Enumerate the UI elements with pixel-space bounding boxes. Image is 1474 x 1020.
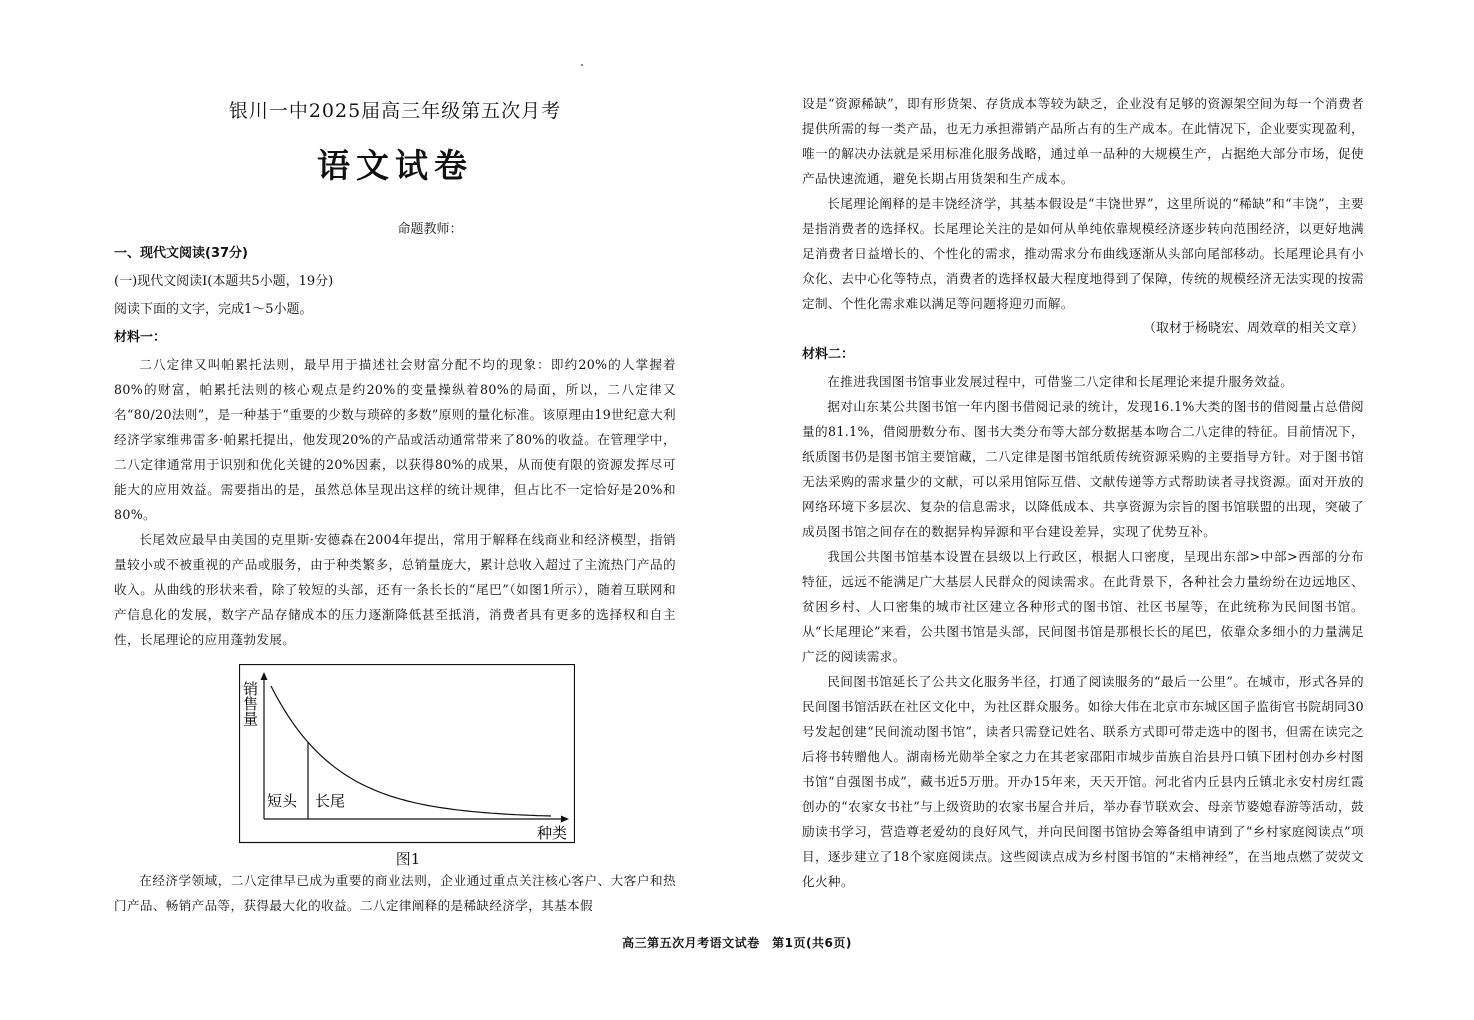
- x-axis-label: 种类: [537, 824, 568, 842]
- y-axis-label-3: 量: [243, 710, 259, 728]
- material-2-paragraph-2: 据对山东某公共图书馆一年内图书借阅记录的统计，发现16.1%大类的图书的借阅量占总借阅量的81.1%，借阅册数分布、图书大类分布等大部分数据基本吻合二八定律的特征。目前情况下，纸质图书仍是图书馆主要馆藏，二八定律是图书馆纸质传统资源采购的主要指导方针。对于图书馆无法采购的需求量少的文献，可以采用馆际互借、文献传递等方式帮助读者寻找资源。面对开放的网络环境下多层次、复杂的信息需求，以降低成本、共享资源为宗旨的图书馆联盟的出现，突破了成员图书馆之间存在的数据异构异源和平台建设差异，实现了优势互补。: [802, 399, 1364, 539]
- material-1-paragraph-2: 长尾效应最早由美国的克里斯·安德森在2004年提出，常用于解释在线商业和经济模型，指销量较小或不被重视的产品或服务，由于种类繁多，总销量庞大，累计总收入超过了主流热门产品的收入。从曲线的形状来看，除了较短的头部，还有一条长长的“尾巴”（如图1所示），随着互联网和产信息化的发展，数字产品存储成本的压力逐渐降低甚至抵消，消费者具有更多的选择权和自主性，长尾理论的应用蓬勃发展。: [114, 532, 676, 647]
- material-1-paragraph-3-continued: 设是“资源稀缺”，即有形货架、存货成本等较为缺乏，企业没有足够的资源架空间为每一个消费者提供所需的每一类产品，也无力承担滞销产品所占有的生产成本。在此情况下，企业要实现盈利，唯一的解决办法就是采用标准化服务战略，通过单一品种的大规模生产，占据绝大部分市场，促使产品快速流通，避免长期占用货架和生产成本。: [802, 96, 1364, 186]
- exam-subtitle: 语文试卷: [317, 146, 473, 185]
- material-1-paragraph-1: 二八定律又叫帕累托法则，最早用于描述社会财富分配不均的现象：即约20%的人掌握着80%的财富，帕累托法则的核心观点是约20%的变量操纵着80%的局面，所以，二八定律又名“80/20法则”，是一种基于“重要的少数与琐碎的多数”原则的量化标准。该原理由19世纪意大利经济学家维弗雷多·帕累托提出，他发现20%的产品或活动通常带来了80%的收益。在管理学中，二八定律通常用于识别和优化关键的20%因素，以获得80%的成果，从而使有限的资源发挥尽可能大的应用效益。需要指出的是，虽然总体呈现出这样的统计规律，但占比不一定恰好是20%和80%。: [114, 357, 676, 522]
- material-1-paragraph-3: 在经济学领域，二八定律早已成为重要的商业法则，企业通过重点关注核心客户、大客户和热门产品、畅销产品等，获得最大化的收益。二八定律阐释的是稀缺经济学，其基本假: [114, 873, 676, 913]
- material-2-label: 材料二：: [802, 347, 855, 362]
- scan-dot: [581, 64, 583, 66]
- short-head-label: 短头: [267, 792, 298, 810]
- y-axis-arrow: [261, 672, 268, 680]
- long-tail-chart: [239, 664, 575, 844]
- figure-caption: 图1: [395, 850, 421, 868]
- author-line: 命题教师：: [397, 222, 463, 237]
- material-1-paragraph-4: 长尾理论阐释的是丰饶经济学，其基本假设是“丰饶世界”，这里所说的“稀缺”和“丰饶”，主要是指消费者的选择权。长尾理论关注的是如何从单纯依靠规模经济逐步转向范围经济，以更好地满足消费者日益增长的、个性化的需求，推动需求分布曲线逐渐从头部向尾部移动。长尾理论具有小众化、去中心化等特点，消费者的选择权最大程度地得到了保障，传统的规模经济无法实现的按需定制、个性化需求难以满足等问题将迎刃而解。: [802, 196, 1364, 311]
- x-axis-arrow: [561, 816, 569, 823]
- chart-frame: [240, 665, 575, 843]
- right-column: [802, 91, 1364, 894]
- material-1-label: 材料一：: [114, 330, 167, 345]
- instruction: 阅读下面的文字，完成1～5小题。: [114, 302, 313, 317]
- subsection-heading: (一)现代文阅读Ⅰ(本题共5小题，19分): [114, 274, 334, 289]
- exam-title: 银川一中2025届高三年级第五次月考: [228, 100, 562, 122]
- material-2-paragraph-1: 在推进我国图书馆事业发展过程中，可借鉴二八定律和长尾理论来提升服务效益。: [827, 374, 1294, 389]
- material-2-paragraph-4: 民间图书馆延长了公共文化服务半径，打通了阅读服务的“最后一公里”。在城市，形式各异的民间图书馆活跃在社区文化中，为社区群众服务。如徐大伟在北京市东城区国子监街官书院胡同30号发起创建“民间流动图书馆”，读者只需登记姓名、联系方式即可带走选中的图书，但需在读完之后将书转赠他人。湖南杨光勋举全家之力在其老家邵阳市城步苗族自治县丹口镇下团村创办乡村图书馆“自强图书成”，藏书近5万册。开办15年来，天天开馆。河北省内丘县内丘镇北永安村房红霞创办的“农家女书社”与上级资助的农家书屋合并后，举办春节联欢会、母亲节婆媳春游等活动，鼓励读书学习，营造尊老爱幼的良好风气，并向民间图书馆协会筹备组申请到了“乡村家庭阅读点”项目，逐步建立了18个家庭阅读点。这些阅读点成为乡村图书馆的“末梢神经”，在当地点燃了荧荧文化火种。: [802, 674, 1364, 889]
- material-2-paragraph-3: 我国公共图书馆基本设置在县级以上行政区，根据人口密度，呈现出东部>中部>西部的分布特征，远远不能满足广大基层人民群众的阅读需求。在此背景下，各种社会力量纷纷在边远地区、贫困乡村、人口密集的城市社区建立各种形式的图书馆、社区书屋等，在此统称为民间图书馆。从“长尾理论”来看，公共图书馆是头部，民间图书馆是那根长长的尾巴，依靠众多细小的力量满足广泛的阅读需求。: [802, 549, 1364, 664]
- material-1-source: （取材于杨晓宏、周效章的相关文章）: [1142, 321, 1364, 336]
- long-tail-curve: [271, 686, 551, 816]
- page-footer: 高三第五次月考语文试卷 第1页(共6页): [622, 936, 852, 950]
- left-column-bottom: [114, 868, 676, 918]
- section-heading: 一、现代文阅读(37分): [114, 246, 248, 261]
- y-axis-label-2: 售: [243, 695, 259, 713]
- left-column: [114, 240, 676, 652]
- y-axis-label-1: 销: [243, 680, 259, 698]
- long-tail-label: 长尾: [315, 792, 346, 810]
